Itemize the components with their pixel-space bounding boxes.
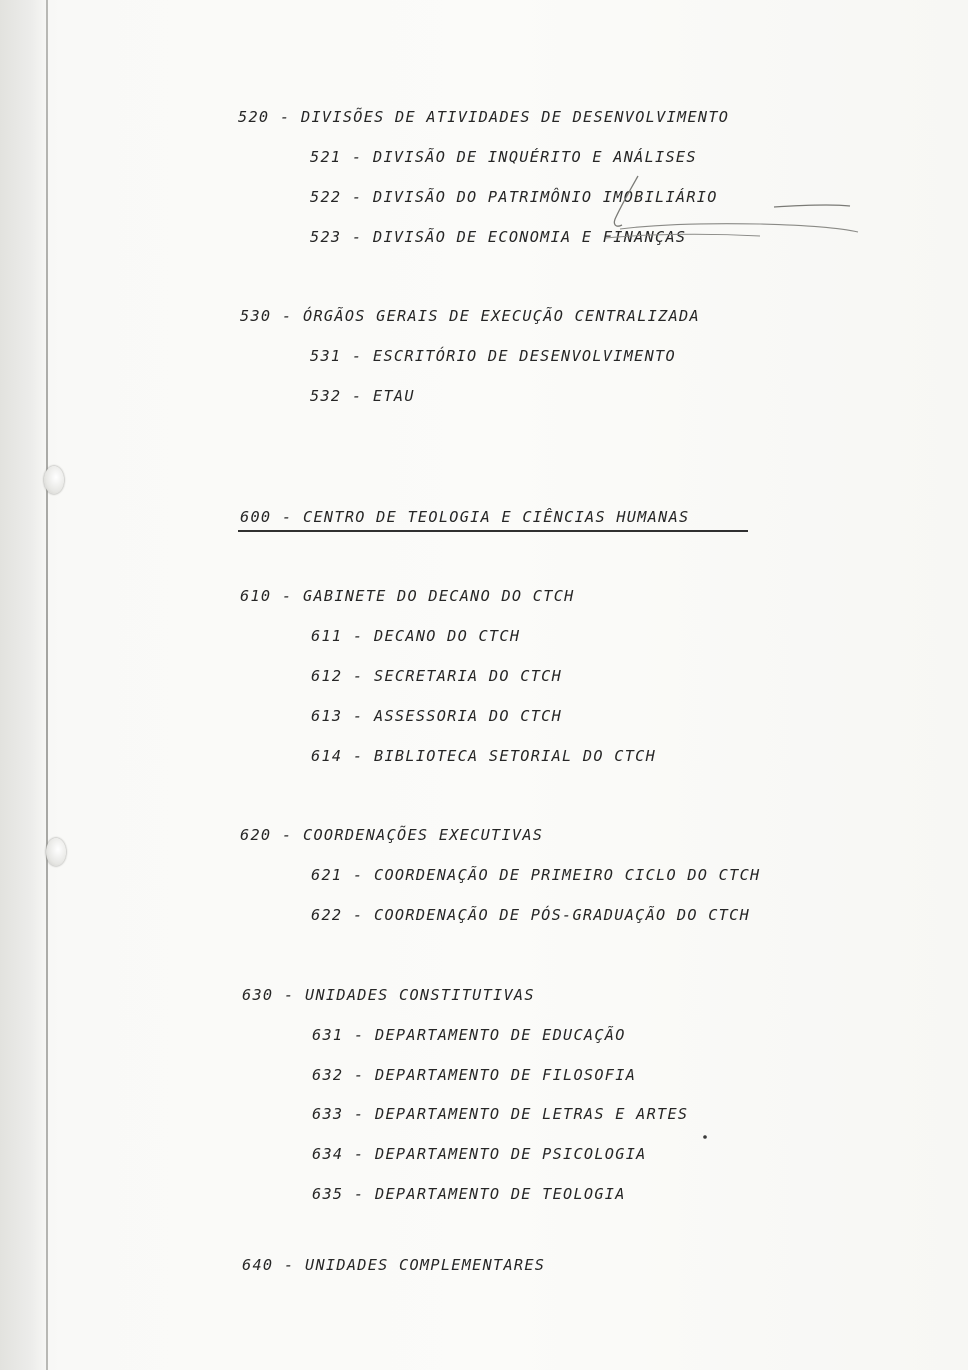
entry-532	[310, 386, 415, 406]
entry-text: DEPARTAMENTO DE LETRAS E ARTES	[375, 1105, 689, 1123]
entry-613	[311, 706, 562, 726]
entry-code: 520	[238, 108, 270, 126]
entry-code: 632	[312, 1066, 344, 1084]
entry-612	[311, 666, 562, 686]
entry-dash: -	[281, 587, 293, 605]
entry-634	[312, 1144, 647, 1164]
entry-text: COORDENAÇÕES EXECUTIVAS	[303, 826, 544, 844]
entry-523	[310, 227, 686, 247]
binding-shadow	[0, 0, 48, 1370]
entry-dash: -	[352, 747, 364, 765]
entry-530	[240, 306, 700, 326]
entry-text: DEPARTAMENTO DE TEOLOGIA	[375, 1185, 626, 1203]
entry-text: ASSESSORIA DO CTCH	[374, 707, 563, 725]
entry-dash: -	[281, 307, 293, 325]
entry-text: DECANO DO CTCH	[374, 627, 521, 645]
entry-code: 531	[310, 347, 342, 365]
entry-code: 532	[310, 387, 342, 405]
entry-text: GABINETE DO DECANO DO CTCH	[303, 587, 575, 605]
entry-code: 631	[312, 1026, 344, 1044]
entry-dash: -	[352, 866, 364, 884]
entry-code: 523	[310, 228, 342, 246]
entry-dash: -	[353, 1185, 365, 1203]
entry-code: 635	[312, 1185, 344, 1203]
entry-dash: -	[353, 1105, 365, 1123]
entry-text: SECRETARIA DO CTCH	[374, 667, 563, 685]
entry-text: UNIDADES CONSTITUTIVAS	[305, 986, 535, 1004]
entry-text: COORDENAÇÃO DE PRIMEIRO CICLO DO CTCH	[374, 866, 761, 884]
entry-631	[312, 1025, 626, 1045]
entry-dash: -	[281, 826, 293, 844]
entry-code: 620	[240, 826, 272, 844]
section-heading-600	[240, 507, 689, 527]
entry-dash: -	[351, 347, 363, 365]
entry-text: DEPARTAMENTO DE PSICOLOGIA	[375, 1145, 647, 1163]
entry-code: 640	[242, 1256, 274, 1274]
entry-635	[312, 1184, 626, 1204]
entry-text: COORDENAÇÃO DE PÓS-GRADUAÇÃO DO CTCH	[374, 906, 751, 924]
entry-dash: -	[352, 627, 364, 645]
entry-522	[310, 187, 718, 207]
entry-621	[311, 865, 760, 885]
entry-code: 621	[311, 866, 343, 884]
entry-code: 622	[311, 906, 343, 924]
entry-code: 630	[242, 986, 274, 1004]
punch-hole-bottom	[46, 838, 66, 866]
entry-633	[312, 1104, 688, 1124]
entry-code: 634	[312, 1145, 344, 1163]
entry-614	[311, 746, 656, 766]
entry-dash: -	[279, 108, 291, 126]
entry-622	[311, 905, 750, 925]
entry-text: DIVISÃO DE INQUÉRITO E ANÁLISES	[373, 148, 697, 166]
entry-dash: -	[352, 906, 364, 924]
entry-dash: -	[353, 1145, 365, 1163]
entry-dash: -	[352, 707, 364, 725]
entry-611	[311, 626, 520, 646]
entry-521	[310, 147, 697, 167]
entry-code: 611	[311, 627, 343, 645]
entry-text: ETAU	[373, 387, 415, 405]
pencil-underline-stroke	[774, 205, 850, 207]
entry-dash: -	[351, 228, 363, 246]
entry-dash: -	[353, 1066, 365, 1084]
entry-code: 612	[311, 667, 343, 685]
entry-531	[310, 346, 676, 366]
entry-text: UNIDADES COMPLEMENTARES	[305, 1256, 546, 1274]
entry-code: 530	[240, 307, 272, 325]
entry-610	[240, 586, 575, 606]
entry-text: DEPARTAMENTO DE EDUCAÇÃO	[375, 1026, 626, 1044]
entry-code: 521	[310, 148, 342, 166]
entry-text: BIBLIOTECA SETORIAL DO CTCH	[374, 747, 657, 765]
entry-code: 600	[240, 508, 272, 526]
entry-code: 610	[240, 587, 272, 605]
entry-code: 613	[311, 707, 343, 725]
entry-text: DIVISÃO DE ECONOMIA E FINANÇAS	[373, 228, 687, 246]
entry-632	[312, 1065, 636, 1085]
entry-text: ÓRGÃOS GERAIS DE EXECUÇÃO CENTRALIZADA	[303, 307, 700, 325]
entry-520	[238, 107, 729, 127]
entry-dash: -	[351, 188, 363, 206]
entry-dash: -	[283, 986, 295, 1004]
entry-text: ESCRITÓRIO DE DESENVOLVIMENTO	[373, 347, 676, 365]
entry-code: 522	[310, 188, 342, 206]
entry-text: CENTRO DE TEOLOGIA E CIÊNCIAS HUMANAS	[303, 508, 690, 526]
punch-hole-top	[44, 466, 64, 494]
entry-text: DIVISÃO DO PATRIMÔNIO IMOBILIÁRIO	[373, 188, 718, 206]
entry-dash: -	[281, 508, 293, 526]
entry-text: DEPARTAMENTO DE FILOSOFIA	[375, 1066, 637, 1084]
ink-speck	[703, 1135, 707, 1139]
entry-dash: -	[351, 387, 363, 405]
entry-dash: -	[352, 667, 364, 685]
section-heading-underline	[238, 530, 748, 532]
page-fold-line	[46, 0, 48, 1370]
entry-640	[242, 1255, 545, 1275]
entry-630	[242, 985, 535, 1005]
entry-620	[240, 825, 543, 845]
entry-code: 614	[311, 747, 343, 765]
entry-dash: -	[353, 1026, 365, 1044]
entry-code: 633	[312, 1105, 344, 1123]
entry-dash: -	[351, 148, 363, 166]
entry-dash: -	[283, 1256, 295, 1274]
entry-text: DIVISÕES DE ATIVIDADES DE DESENVOLVIMENTO	[301, 108, 730, 126]
